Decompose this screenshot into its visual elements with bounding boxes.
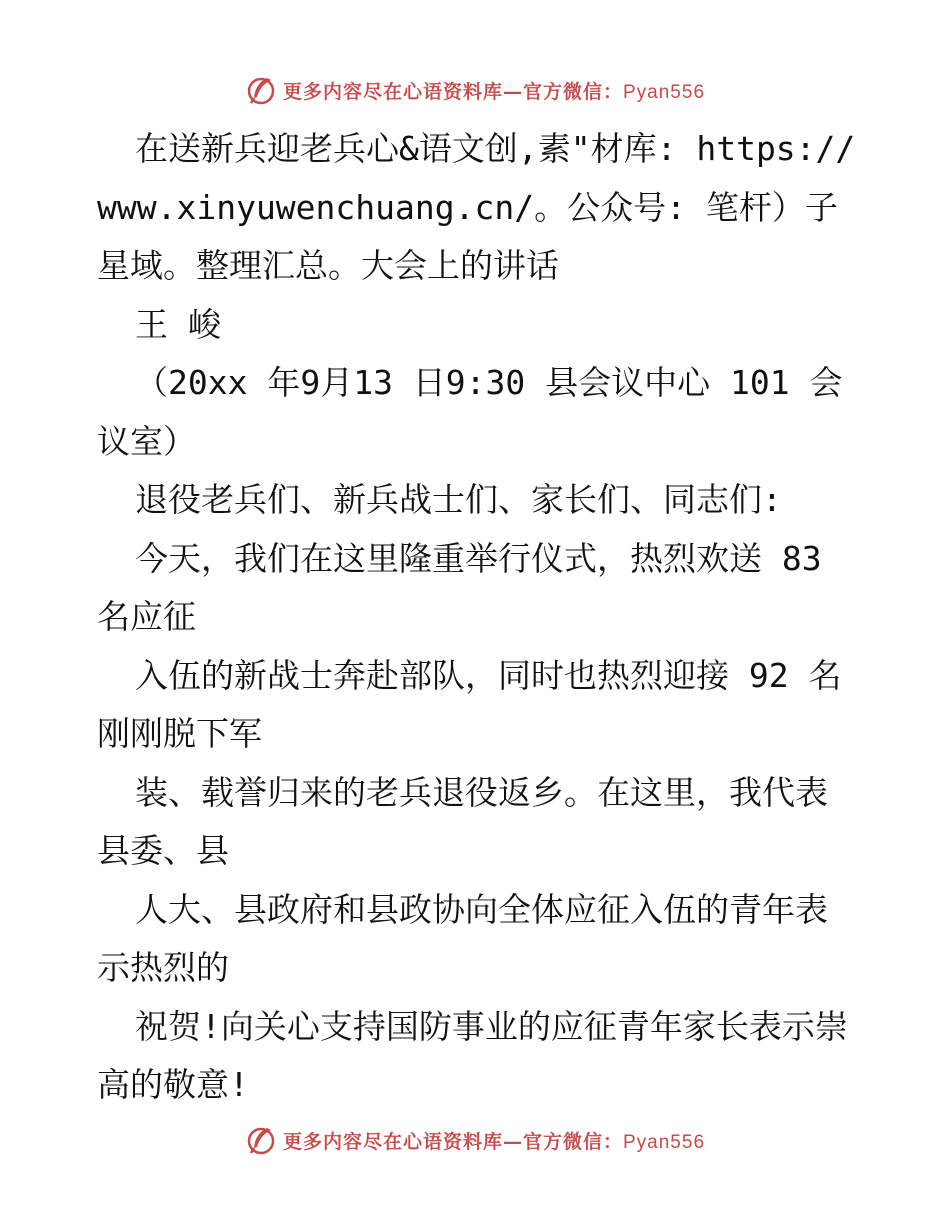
footer-banner: [0, 1120, 950, 1160]
paragraph-salutation: 退役老兵们、新兵战士们、家长们、同志们:: [135, 480, 782, 519]
paragraph-body: 今天，我们在这里隆重举行仪式，热烈欢送 83 名应征: [97, 538, 822, 636]
banner-text: 更多内容尽在心语资料库—官方微信：Pyan556: [282, 1130, 706, 1153]
quill-pen-logo-icon: [245, 74, 277, 106]
paragraph-body: 装、载誉归来的老兵退役返乡。在这里，我代表县委、县: [97, 772, 828, 870]
quill-pen-logo-icon: [245, 1124, 277, 1156]
paragraph-body: 入伍的新战士奔赴部队，同时也热烈迎接 92 名刚刚脱下军: [97, 655, 842, 753]
document-body: [97, 120, 857, 1115]
paragraph-body: 祝贺!向关心支持国防事业的应征青年家长表示崇高的敬意!: [97, 1006, 848, 1104]
wechat-id: Pyan556: [623, 81, 706, 103]
paragraph-author: 王 峻: [135, 304, 221, 344]
paragraph-body: 人大、县政府和县政协向全体应征入伍的青年表示热烈的: [97, 889, 828, 987]
paragraph-meeting-info: （20xx 年9月13 日9:30 县会议中心 101 会议室）: [97, 363, 843, 461]
paragraph-title: 在送新兵迎老兵心&语文创,素"材库: https://www.xinyuwenchuang.cn/。公众号: 笔杆）子星域。整理汇总。大会上的讲话: [97, 129, 856, 285]
banner-text: 更多内容尽在心语资料库—官方微信：Pyan556: [282, 80, 706, 103]
header-banner: [0, 70, 950, 110]
wechat-id: Pyan556: [623, 1131, 706, 1153]
